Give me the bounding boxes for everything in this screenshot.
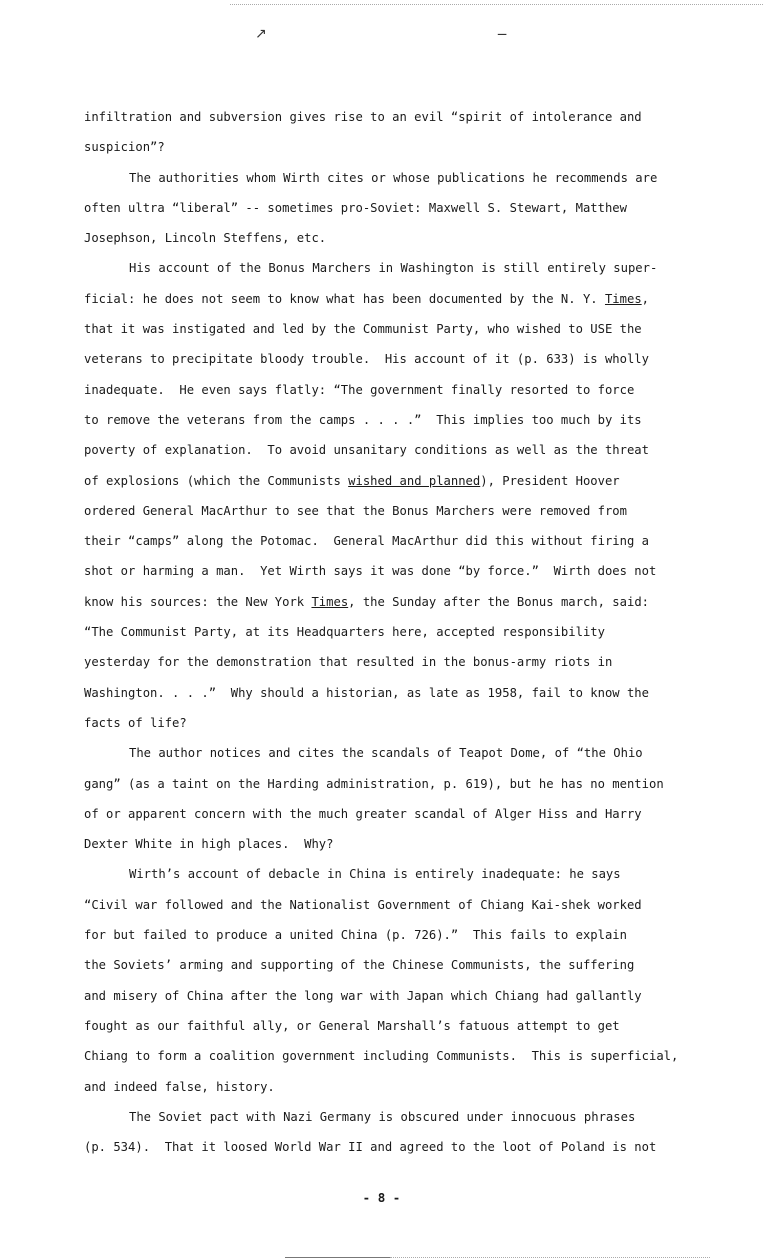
text-line: often ultra “liberal” -- sometimes pro-Soviet: Maxwell S. Stewart, Matthew (84, 200, 627, 215)
body-text (84, 102, 724, 1162)
text-line: know his sources: the New York Times, the Sunday after the Bonus march, said: (84, 594, 649, 609)
text-line: Chiang to form a coalition government including Communists. This is superficial, (84, 1049, 679, 1064)
page-number: - 8 - (362, 1190, 401, 1205)
text-line: shot or harming a man. Yet Wirth says it was done “by force.” Wirth does not (84, 564, 657, 579)
text-line: veterans to precipitate bloody trouble. His account of it (p. 633) is wholly (84, 352, 649, 367)
text-line: Dexter White in high places. Why? (84, 837, 334, 852)
text-line: of explosions (which the Communists wished and planned), President Hoover (84, 473, 620, 488)
text-line: “The Communist Party, at its Headquarters here, accepted responsibility (84, 625, 605, 640)
text-line: Josephson, Lincoln Steffens, etc. (84, 231, 327, 246)
text-line: for but failed to produce a united China (p. 726).” This fails to explain (84, 928, 627, 943)
text-line: (p. 534). That it loosed World War II and agreed to the loot of Poland is not (84, 1140, 657, 1155)
text-line: yesterday for the demonstration that resulted in the bonus-army riots in (84, 655, 613, 670)
text-line: and indeed false, history. (84, 1079, 275, 1094)
text-line: The authorities whom Wirth cites or whose publications he recommends are (129, 170, 658, 185)
scan-dotted-line-top (230, 4, 763, 5)
text-line: Washington. . . .” Why should a historian, as late as 1958, fail to know the (84, 685, 649, 700)
text-line: ficial: he does not seem to know what has been documented by the N. Y. Times, (84, 291, 649, 306)
scan-mark-right: ‒ (497, 24, 508, 43)
text-line: poverty of explanation. To avoid unsanitary conditions as well as the threat (84, 443, 649, 458)
text-line: that it was instigated and led by the Communist Party, who wished to USE the (84, 322, 642, 337)
text-line: The author notices and cites the scandals of Teapot Dome, of “the Ohio (129, 746, 643, 761)
text-line: “Civil war followed and the Nationalist Government of Chiang Kai-shek worked (84, 897, 642, 912)
text-line: the Soviets’ arming and supporting of the Chinese Communists, the suffering (84, 958, 635, 973)
text-line: fought as our faithful ally, or General Marshall’s fatuous attempt to get (84, 1018, 620, 1033)
text-line: facts of life? (84, 715, 187, 730)
text-line: gang” (as a taint on the Harding administration, p. 619), but he has no mention (84, 776, 664, 791)
scan-line-bottom (285, 1257, 390, 1258)
text-line: their “camps” along the Potomac. General MacArthur did this without firing a (84, 534, 649, 549)
scan-mark-left: ↗ (255, 26, 267, 42)
text-line: to remove the veterans from the camps . . . .” This implies too much by its (84, 412, 642, 427)
text-line: and misery of China after the long war with Japan which Chiang had gallantly (84, 988, 642, 1003)
text-line: inadequate. He even says flatly: “The government finally resorted to force (84, 382, 635, 397)
text-line: His account of the Bonus Marchers in Washington is still entirely super- (129, 261, 658, 276)
text-line: ordered General MacArthur to see that the Bonus Marchers were removed from (84, 503, 627, 518)
scan-dotted-line-bottom (390, 1257, 710, 1258)
text-line: of or apparent concern with the much greater scandal of Alger Hiss and Harry (84, 806, 642, 821)
text-line: The Soviet pact with Nazi Germany is obscured under innocuous phrases (129, 1109, 636, 1124)
text-line: suspicion”? (84, 140, 165, 155)
text-line: Wirth’s account of debacle in China is entirely inadequate: he says (129, 867, 621, 882)
text-line: infiltration and subversion gives rise to an evil “spirit of intolerance and (84, 110, 642, 124)
